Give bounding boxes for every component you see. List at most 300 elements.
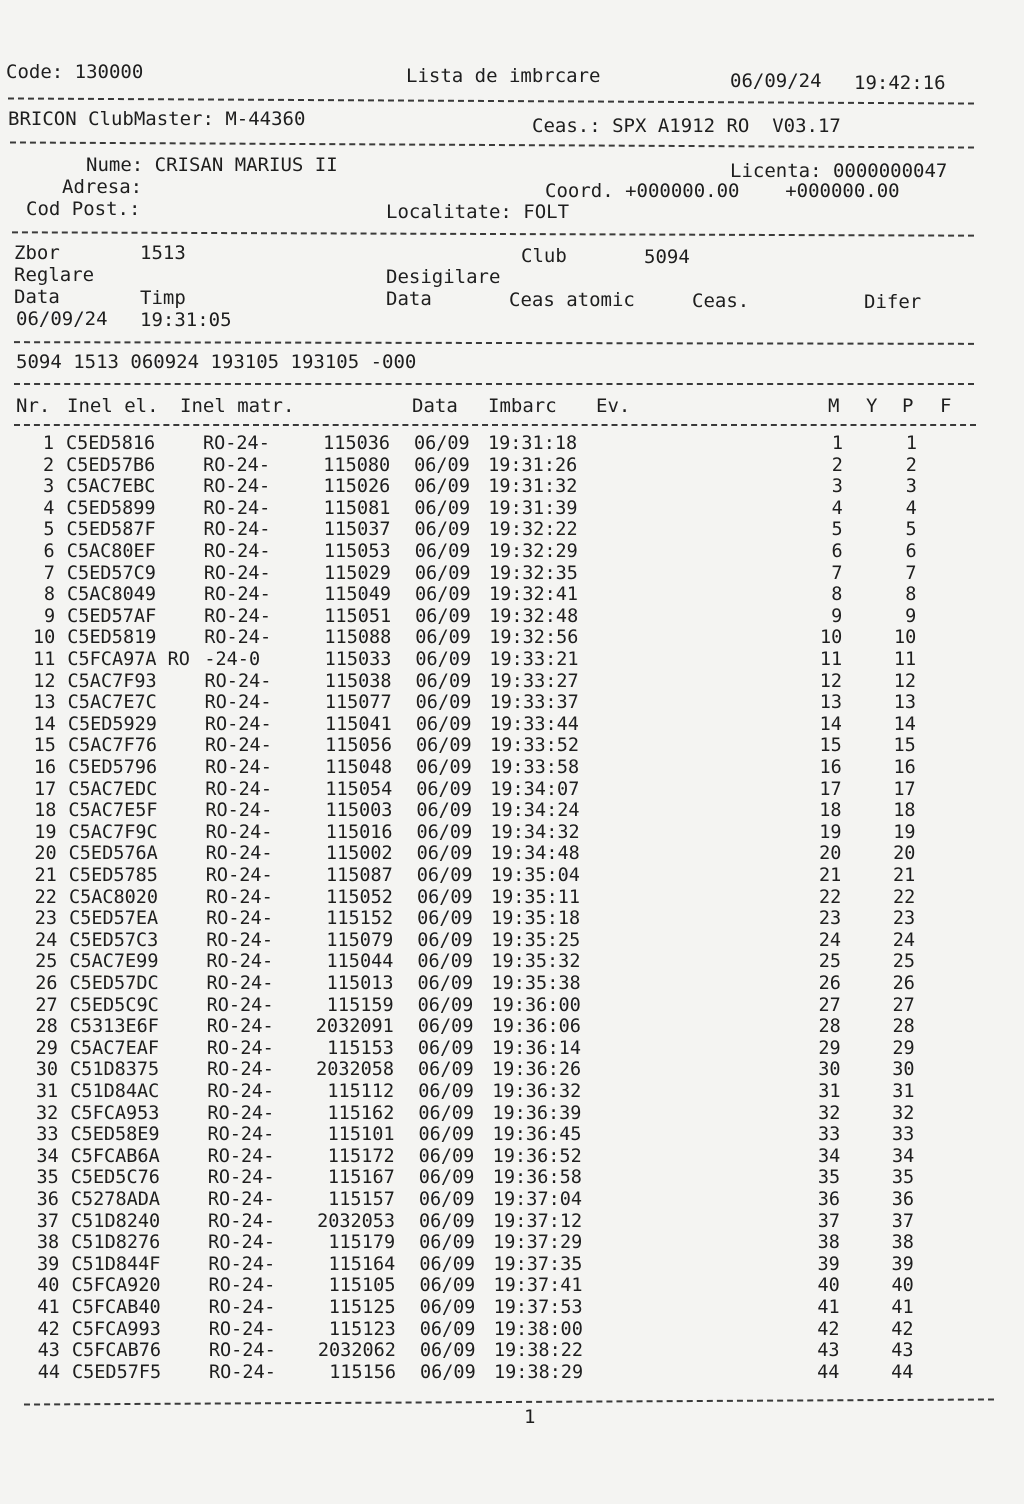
cell-nr: 36: [36, 1189, 59, 1210]
cell-date: 06/09: [416, 757, 472, 778]
cell-matr: 2032062: [317, 1340, 396, 1362]
cell-m: 28: [818, 1016, 841, 1038]
cell-nr: 29: [35, 1037, 58, 1059]
cell-date: 06/09: [414, 433, 470, 454]
cell-nr: 43: [37, 1340, 60, 1362]
col-imbarc: Imbarc: [488, 395, 557, 417]
cell-date: 06/09: [417, 994, 474, 1016]
cell-el: C5FCA953: [70, 1102, 160, 1124]
cell-el: C5ED58E9: [70, 1124, 160, 1146]
cell-p: 38: [891, 1232, 914, 1254]
cell-el: C5AC8049: [66, 584, 157, 606]
cell-matr: 115162: [327, 1102, 395, 1124]
cell-pre: RO-24-: [205, 865, 273, 886]
cell-m: 4: [831, 497, 843, 519]
cell-time: 19:37:53: [493, 1297, 583, 1318]
cell-matr: 115049: [324, 584, 391, 606]
cell-p: 11: [893, 649, 917, 670]
cell-p: 18: [893, 800, 916, 822]
table-row: [0, 714, 1024, 736]
cell-m: 36: [817, 1189, 841, 1210]
cell-matr: 115016: [325, 821, 393, 843]
cell-nr: 16: [33, 757, 57, 778]
cell-nr: 17: [33, 778, 57, 800]
cell-nr: 42: [37, 1318, 60, 1340]
cell-nr: 25: [35, 951, 58, 973]
cell-matr: 2032058: [316, 1059, 395, 1081]
cell-el: C5AC7F9C: [68, 821, 158, 843]
cell-time: 19:32:35: [488, 562, 578, 584]
cell-matr: 115026: [323, 476, 391, 498]
col-ev: Ev.: [596, 395, 631, 417]
cell-el: C5ED5899: [66, 497, 156, 519]
cell-p: 6: [905, 541, 917, 562]
cell-nr: 8: [43, 584, 55, 606]
cell-matr: 115003: [325, 800, 393, 822]
cell-matr: 115029: [324, 562, 391, 584]
cell-time: 19:35:25: [491, 929, 581, 951]
cell-pre: RO-24-: [203, 476, 271, 498]
document-title: Lista de imbrcare: [406, 65, 601, 87]
cell-date: 06/09: [418, 1059, 474, 1081]
table-row: [0, 930, 1024, 952]
table-row: [0, 541, 1024, 563]
cell-p: 41: [891, 1297, 914, 1318]
cell-p: 10: [893, 627, 917, 649]
cell-time: 19:37:35: [493, 1253, 583, 1275]
table-row: [0, 908, 1024, 930]
cell-nr: 44: [37, 1361, 61, 1383]
cell-pre: RO-24-: [203, 497, 271, 519]
cell-m: 27: [818, 994, 841, 1016]
cell-el: C5AC7E99: [69, 951, 159, 973]
cell-m: 15: [819, 735, 842, 757]
cell-m: 5: [831, 519, 843, 541]
cell-m: 39: [817, 1253, 840, 1275]
cell-m: 23: [818, 908, 842, 930]
cell-el: C5ED57AF: [67, 605, 157, 627]
cell-matr: 2032053: [317, 1210, 396, 1232]
cell-el: C5FCA993: [71, 1318, 161, 1340]
cell-nr: 40: [37, 1275, 60, 1297]
cell-matr: 115033: [324, 649, 392, 670]
cell-date: 06/09: [419, 1297, 476, 1318]
table-row: [0, 1275, 1024, 1297]
cell-date: 06/09: [417, 929, 473, 951]
cell-time: 19:34:07: [490, 778, 580, 800]
cell-m: 35: [817, 1167, 841, 1189]
cell-el: C5AC7E5F: [68, 800, 158, 822]
cell-matr: 115087: [325, 865, 393, 886]
cell-matr: 115179: [328, 1232, 396, 1254]
cell-el: C5ED587F: [66, 519, 156, 541]
table-row: [0, 757, 1024, 779]
table-row: [0, 1016, 1024, 1038]
cell-m: 16: [819, 757, 842, 778]
cell-p: 34: [891, 1145, 915, 1167]
clock-label: Ceas.: SPX A1912 RO V03.17: [532, 115, 841, 137]
cell-el: C5FCAB76: [71, 1340, 161, 1362]
cell-time: 19:33:52: [489, 735, 580, 757]
cell-nr: 30: [35, 1059, 59, 1081]
cell-date: 06/09: [416, 800, 473, 822]
cell-matr: 115112: [327, 1081, 395, 1102]
cell-matr: 115125: [328, 1297, 396, 1318]
cell-m: 32: [818, 1102, 841, 1124]
cell-pre: RO-24-: [204, 713, 272, 735]
table-row: [0, 433, 1024, 455]
cell-p: 39: [891, 1253, 914, 1275]
cell-matr: 115152: [326, 908, 394, 930]
cell-nr: 35: [36, 1167, 59, 1189]
cell-p: 28: [892, 1016, 915, 1038]
cell-pre: RO-24-: [208, 1253, 276, 1275]
cell-pre: RO-24-: [207, 1167, 275, 1189]
cell-time: 19:38:22: [493, 1340, 583, 1362]
cell-matr: 115123: [328, 1318, 396, 1340]
difference-label: Difer: [864, 291, 922, 313]
cell-m: 10: [819, 627, 843, 649]
cell-matr: 115044: [326, 951, 394, 973]
cell-p: 12: [893, 670, 917, 692]
cell-nr: 7: [43, 562, 55, 584]
cell-nr: 27: [35, 994, 58, 1016]
cell-date: 06/09: [414, 497, 471, 519]
cell-el: C5FCA920: [71, 1275, 161, 1297]
table-row: [0, 735, 1024, 757]
cell-m: 25: [818, 951, 841, 973]
cell-time: 19:38:29: [494, 1361, 584, 1383]
cell-time: 19:38:00: [493, 1318, 583, 1340]
cell-p: 23: [892, 908, 916, 930]
cell-m: 34: [817, 1145, 841, 1167]
cell-pre: RO-24-: [206, 1037, 274, 1059]
separator-line: [14, 424, 976, 426]
cell-el: C51D844F: [71, 1253, 161, 1275]
cell-el: C5ED5819: [67, 627, 157, 649]
cell-date: 06/09: [419, 1232, 475, 1254]
cell-matr: 115079: [326, 929, 394, 951]
cell-el: C5ED57B6: [66, 454, 156, 476]
cell-matr: 115052: [326, 886, 393, 908]
cell-matr: 115156: [329, 1361, 397, 1383]
table-row: [0, 995, 1024, 1017]
cell-time: 19:31:32: [488, 476, 578, 498]
cell-m: 38: [817, 1232, 840, 1254]
cell-date: 06/09: [419, 1210, 475, 1232]
setting-label: Reglare: [14, 264, 95, 286]
time-label: Timp: [140, 287, 186, 309]
cell-el: C5AC7EBC: [66, 476, 156, 498]
cell-time: 19:36:26: [492, 1059, 582, 1081]
separator-line: [10, 141, 974, 148]
cell-date: 06/09: [417, 908, 473, 930]
cell-time: 19:36:14: [491, 1037, 582, 1059]
cell-p: 19: [893, 821, 916, 843]
cell-nr: 26: [35, 973, 58, 994]
table-row: [0, 1297, 1024, 1319]
cell-pre: RO-24-: [205, 843, 273, 865]
cell-p: 32: [892, 1102, 915, 1124]
col-m: M: [828, 395, 840, 417]
cell-matr: 115164: [328, 1253, 396, 1275]
table-row: [0, 951, 1024, 973]
cell-pre: RO-24-: [205, 757, 272, 778]
cell-time: 19:32:41: [488, 584, 579, 606]
cell-date: 06/09: [416, 821, 473, 843]
cell-pre: RO-24-: [205, 800, 273, 822]
setting-time: 19:31:05: [140, 309, 232, 331]
cell-date: 06/09: [418, 1081, 474, 1102]
cell-m: 13: [819, 692, 842, 714]
cell-time: 19:34:48: [490, 843, 580, 865]
cell-p: 16: [893, 757, 916, 778]
cell-matr: 115081: [323, 497, 391, 519]
table-row: [0, 822, 1024, 844]
cell-p: 44: [891, 1361, 914, 1383]
cell-pre: RO-24-: [208, 1232, 275, 1254]
cell-matr: 115105: [328, 1275, 396, 1297]
cell-pre: RO-24-: [206, 1016, 274, 1038]
cell-m: 24: [818, 929, 842, 951]
cell-p: 20: [893, 843, 916, 865]
cell-nr: 1: [42, 433, 54, 454]
cell-el: C5278ADA: [70, 1189, 160, 1210]
cell-pre: RO-24-: [205, 778, 273, 800]
cell-pre: RO-24-: [206, 951, 274, 973]
cell-matr: 115153: [327, 1037, 394, 1059]
cell-p: 1: [905, 433, 917, 454]
cell-nr: 33: [36, 1124, 59, 1146]
table-row: [0, 973, 1024, 995]
table-row: [0, 865, 1024, 887]
cell-nr: 38: [36, 1232, 60, 1254]
cell-date: 06/09: [414, 519, 471, 541]
cell-time: 19:37:12: [493, 1210, 583, 1232]
cell-p: 3: [905, 476, 917, 498]
club-number: 5094: [644, 246, 690, 268]
col-inel-el: Inel el.: [67, 395, 159, 417]
col-y: Y: [866, 395, 878, 417]
table-row: [0, 627, 1024, 649]
cell-pre: RO-24-: [204, 670, 272, 692]
col-nr: Nr.: [16, 395, 51, 417]
unsealing-label: Desigilare: [386, 266, 501, 288]
cell-el: C5AC7EDC: [68, 778, 158, 800]
cell-p: 26: [892, 973, 915, 994]
license-number: Licenta: 0000000047: [730, 160, 948, 182]
cell-time: 19:33:37: [489, 692, 579, 714]
cell-m: 7: [831, 562, 843, 584]
cell-pre: RO-24-: [207, 1081, 275, 1102]
cell-matr: 115080: [323, 454, 391, 476]
cell-date: 06/09: [417, 1016, 474, 1038]
cell-m: 11: [819, 649, 843, 670]
cell-pre: RO-24-: [204, 605, 271, 627]
cell-nr: 6: [43, 541, 55, 562]
col-f: F: [940, 395, 952, 417]
cell-date: 06/09: [414, 584, 471, 606]
cell-m: 2: [831, 454, 843, 476]
table-row: [0, 800, 1024, 822]
cell-m: 43: [817, 1340, 840, 1362]
cell-pre: -24-0: [204, 649, 261, 670]
cell-m: 9: [831, 605, 843, 627]
cell-p: 4: [905, 497, 917, 519]
separator-line: [14, 341, 974, 345]
owner-name: Nume: CRISAN MARIUS II: [86, 154, 338, 176]
cell-nr: 28: [35, 1016, 58, 1038]
cell-matr: 115056: [325, 735, 392, 757]
cell-el: C5FCAB6A: [70, 1145, 160, 1167]
table-row: [0, 671, 1024, 693]
cell-pre: RO-24-: [203, 454, 270, 476]
cell-pre: RO-24-: [204, 692, 272, 714]
table-row: [0, 692, 1024, 714]
table-row: [0, 1211, 1024, 1233]
cell-date: 06/09: [415, 649, 472, 670]
cell-time: 19:32:22: [488, 519, 578, 541]
cell-nr: 19: [34, 821, 57, 843]
flight-label: Zbor: [14, 242, 60, 264]
cell-time: 19:31:26: [488, 454, 578, 476]
cell-p: 33: [892, 1124, 915, 1146]
cell-matr: 115038: [324, 670, 392, 692]
cell-time: 19:37:41: [493, 1275, 583, 1297]
cell-nr: 21: [34, 865, 57, 886]
cell-time: 19:31:39: [488, 497, 578, 519]
cell-p: 22: [892, 886, 916, 908]
cell-time: 19:37:29: [493, 1232, 583, 1254]
cell-el: C51D8375: [70, 1059, 160, 1081]
cell-m: 12: [819, 670, 843, 692]
cell-nr: 31: [35, 1081, 59, 1102]
cell-matr: 115036: [323, 433, 390, 454]
cell-date: 06/09: [417, 973, 474, 994]
cell-time: 19:32:29: [488, 541, 578, 562]
cell-nr: 20: [34, 843, 57, 865]
cell-m: 41: [817, 1297, 840, 1318]
cell-p: 13: [893, 692, 916, 714]
cell-p: 15: [893, 735, 916, 757]
cell-el: C5ED57C9: [66, 562, 156, 584]
cell-p: 40: [891, 1275, 914, 1297]
cell-date: 06/09: [415, 627, 471, 649]
cell-matr: 115053: [323, 541, 391, 562]
cell-date: 06/09: [418, 1145, 475, 1167]
cell-date: 06/09: [415, 713, 472, 735]
cell-pre: RO-24-: [203, 584, 271, 606]
cell-m: 37: [817, 1210, 840, 1232]
cell-time: 19:36:45: [492, 1124, 582, 1146]
cell-time: 19:35:11: [490, 886, 581, 908]
cell-matr: 115037: [323, 519, 391, 541]
cell-p: 8: [905, 584, 917, 606]
cell-date: 06/09: [418, 1124, 475, 1146]
atomic-clock-label: Ceas atomic: [509, 289, 635, 311]
cell-pre: RO-24-: [208, 1275, 276, 1297]
table-row: [0, 1081, 1024, 1103]
cell-time: 19:36:32: [492, 1081, 582, 1102]
cell-date: 06/09: [416, 843, 473, 865]
cell-pre: RO-24-: [204, 735, 272, 757]
cell-pre: RO-24-: [206, 929, 274, 951]
cell-p: 24: [892, 929, 916, 951]
cell-el: C5ED5929: [67, 713, 157, 735]
cell-m: 22: [818, 886, 842, 908]
cell-nr: 39: [37, 1253, 60, 1275]
cell-date: 06/09: [415, 670, 472, 692]
cell-m: 8: [831, 584, 843, 606]
header-date: 06/09/24: [730, 70, 822, 92]
postal-code-label: Cod Post.:: [26, 198, 141, 220]
table-row: [0, 563, 1024, 585]
club-label: Club: [521, 245, 567, 267]
cell-pre: RO-24-: [208, 1318, 276, 1340]
cell-nr: 15: [33, 735, 56, 757]
cell-time: 19:32:48: [489, 605, 579, 627]
cell-pre: RO-24-: [207, 1145, 275, 1167]
cell-date: 06/09: [414, 454, 470, 476]
cell-m: 1: [831, 433, 843, 454]
cell-p: 35: [891, 1167, 915, 1189]
cell-nr: 2: [42, 454, 55, 476]
table-row: [0, 1232, 1024, 1254]
cell-date: 06/09: [416, 865, 473, 886]
header-time: 19:42:16: [854, 72, 946, 94]
cell-p: 9: [905, 605, 917, 627]
page-number: 1: [524, 1406, 536, 1428]
cell-m: 3: [831, 476, 843, 498]
cell-time: 19:35:38: [491, 973, 581, 994]
table-row: [0, 1146, 1024, 1168]
cell-nr: 3: [43, 476, 55, 498]
cell-pre: RO-24-: [207, 1059, 274, 1081]
cell-time: 19:34:32: [490, 821, 580, 843]
cell-time: 19:33:21: [489, 649, 579, 670]
cell-nr: 32: [36, 1102, 59, 1124]
cell-date: 06/09: [414, 476, 470, 498]
table-row: [0, 455, 1024, 477]
cell-nr: 41: [37, 1297, 60, 1318]
cell-el: C5ED5785: [68, 865, 158, 886]
cell-p: 21: [893, 865, 916, 886]
cell-el: C5ED57C3: [69, 929, 159, 951]
cell-matr: 115048: [325, 757, 393, 778]
cell-time: 19:36:58: [492, 1167, 582, 1189]
cell-pre: RO-24-: [207, 1124, 275, 1146]
cell-matr: 115013: [326, 973, 394, 994]
cell-pre: RO-24-: [208, 1210, 275, 1232]
cell-m: 6: [831, 541, 843, 562]
cell-pre: RO-24-: [203, 433, 270, 454]
cell-p: 14: [893, 713, 916, 735]
cell-pre: RO-24-: [207, 1102, 275, 1124]
cell-time: 19:31:18: [488, 433, 578, 454]
cell-date: 06/09: [420, 1361, 476, 1383]
cell-date: 06/09: [419, 1340, 476, 1362]
clock-col-label: Ceas.: [692, 290, 750, 312]
cell-date: 06/09: [415, 735, 472, 757]
cell-p: 7: [905, 562, 917, 584]
coordinates: Coord. +000000.00 +000000.00: [545, 180, 900, 202]
cell-p: 5: [905, 519, 917, 541]
table-row: [0, 1189, 1024, 1211]
locality: Localitate: FOLT: [386, 201, 570, 223]
cell-el: C51D84AC: [70, 1081, 160, 1102]
cell-nr: 24: [34, 929, 58, 951]
cell-p: 27: [892, 994, 915, 1016]
